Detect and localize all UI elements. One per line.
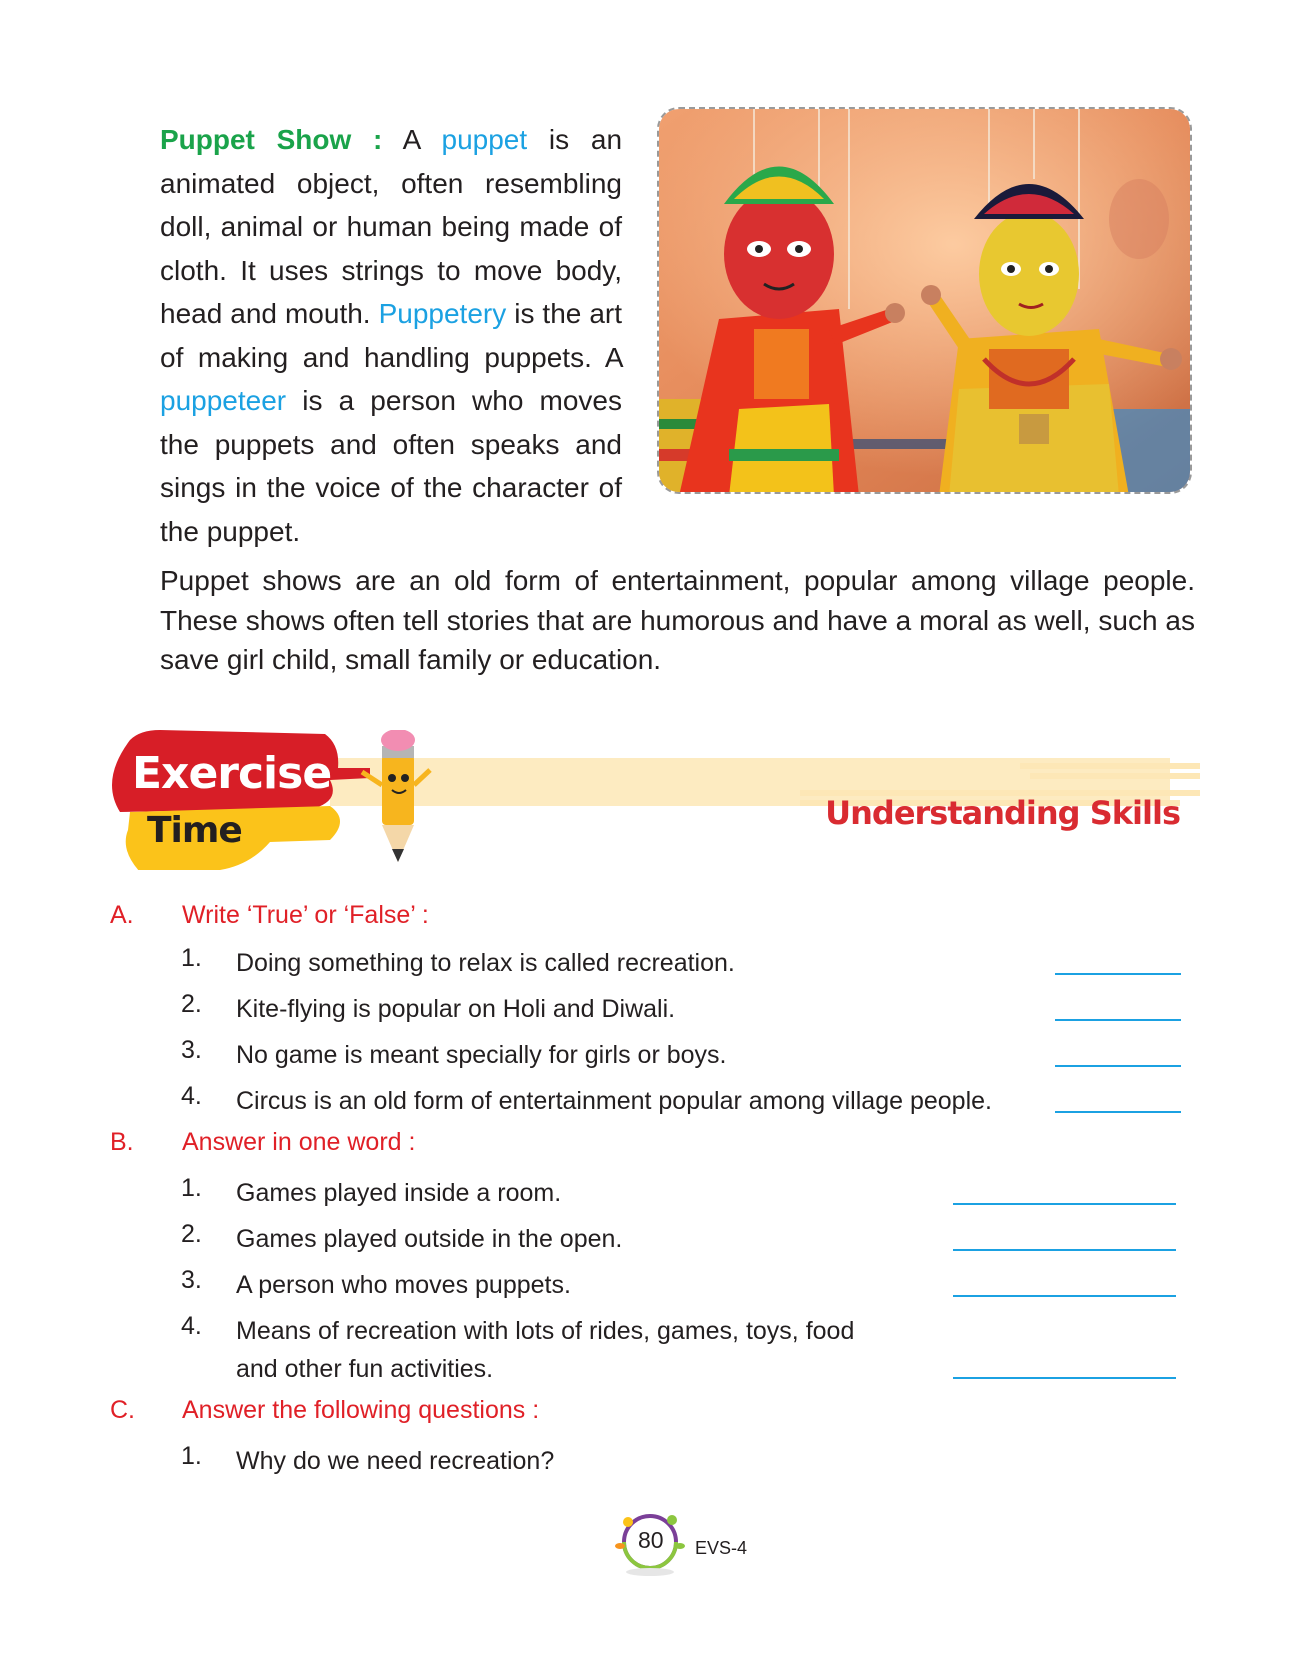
intro-text-4: is a person who moves the puppets and often speaks and sings in the voice of the character of the puppet.: [160, 385, 623, 547]
item-text-continued: and other fun activities.: [236, 1355, 494, 1383]
answer-blank[interactable]: [1055, 1065, 1181, 1067]
section-letter: A.: [110, 901, 134, 929]
page-number: 80: [638, 1527, 664, 1553]
item-number: 1.: [181, 1174, 202, 1202]
item-number: 1.: [181, 1442, 202, 1470]
book-code: EVS-4: [695, 1538, 748, 1558]
exercise-label: Exercise: [132, 748, 332, 799]
item-number: 1.: [181, 944, 202, 972]
intro-text-3: is the art of making and handling puppets. A: [160, 298, 623, 373]
item-text: Why do we need recreation?: [236, 1447, 555, 1475]
answer-blank[interactable]: [953, 1295, 1176, 1297]
section-title: Write ‘True’ or ‘False’ :: [182, 901, 429, 929]
item-text: Means of recreation with lots of rides, games, toys, food: [236, 1317, 855, 1345]
item-text: Kite-flying is popular on Holi and Diwali.: [236, 995, 676, 1023]
section-title: Answer in one word :: [182, 1128, 416, 1156]
answer-blank[interactable]: [1055, 1019, 1181, 1021]
item-number: 4.: [181, 1082, 202, 1110]
understanding-skills-label: Understanding Skills: [825, 794, 1180, 832]
item-text: No game is meant specially for girls or boys.: [236, 1041, 727, 1069]
answer-blank[interactable]: [1055, 973, 1181, 975]
paragraph-text: Puppet shows are an old form of entertainment, popular among village people. These shows often tell stories that are humorous and have a moral as well, such as save girl child, small family or education.: [160, 565, 1195, 675]
item-number: 3.: [181, 1036, 202, 1064]
item-text: A person who moves puppets.: [236, 1271, 571, 1299]
time-label: Time: [147, 810, 242, 851]
exercise-banner: [100, 730, 1200, 870]
item-number: 3.: [181, 1266, 202, 1294]
intro-text-2: is an animated object, often resembling doll, animal or human being made of cloth. It uses strings to move body, head and mouth.: [160, 124, 623, 329]
item-text: Games played outside in the open.: [236, 1225, 623, 1253]
page-footer: [610, 1510, 770, 1580]
intro-paragraph: [110, 118, 622, 553]
section-letter: C.: [110, 1396, 135, 1424]
keyword-puppet: puppet: [441, 124, 528, 155]
item-number: 4.: [181, 1312, 202, 1340]
item-number: 2.: [181, 990, 202, 1018]
item-number: 2.: [181, 1220, 202, 1248]
answer-blank[interactable]: [953, 1249, 1176, 1251]
section-title: Answer the following questions :: [182, 1396, 540, 1424]
keyword-puppeteer: puppeteer: [160, 385, 287, 416]
intro-text-1: A: [402, 124, 420, 155]
entertainment-paragraph: [110, 561, 1195, 680]
puppet-photo: [657, 107, 1192, 494]
item-text: Doing something to relax is called recreation.: [236, 949, 735, 977]
answer-blank[interactable]: [953, 1203, 1176, 1205]
answer-blank[interactable]: [953, 1377, 1176, 1379]
section-letter: B.: [110, 1128, 134, 1156]
keyword-puppetry: Puppetery: [378, 298, 507, 329]
answer-blank[interactable]: [1055, 1111, 1181, 1113]
puppet-show-heading: Puppet Show :: [160, 124, 383, 155]
item-text: Games played inside a room.: [236, 1179, 562, 1207]
item-text: Circus is an old form of entertainment popular among village people.: [236, 1087, 992, 1115]
